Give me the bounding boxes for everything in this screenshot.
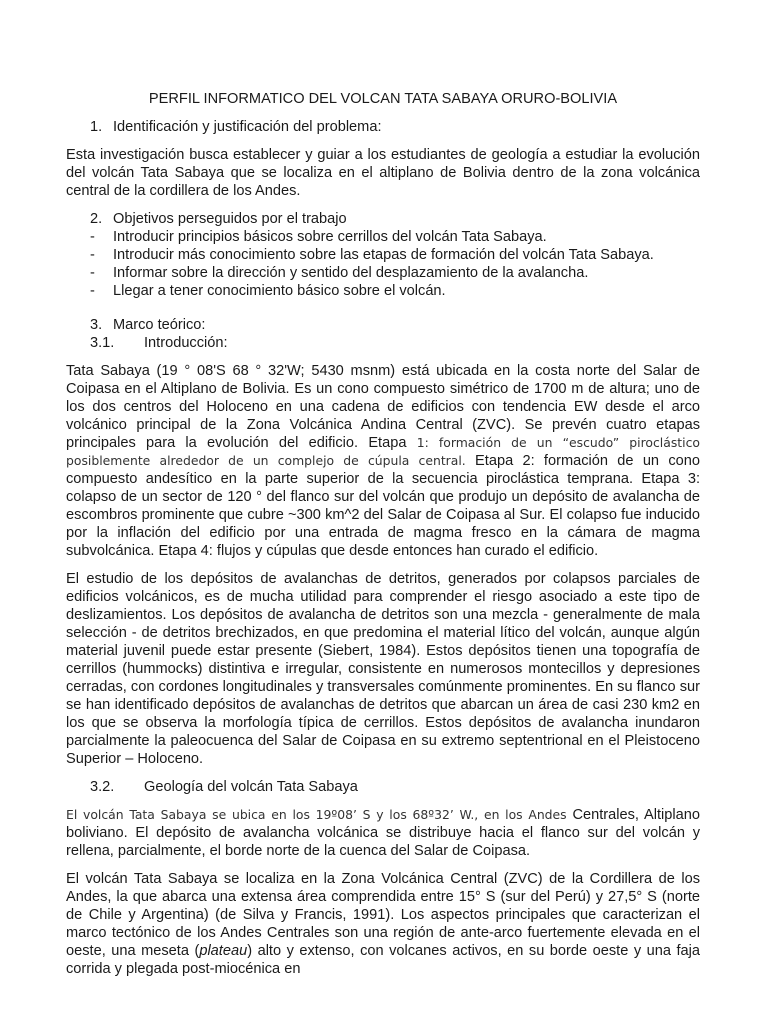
dash-marker: - [90,265,95,281]
subsection-title: Geología del volcán Tata Sabaya [144,779,358,795]
dash-marker: - [90,247,95,263]
list-item: - Informar sobre la dirección y sentido del desplazamiento de la avalancha. [66,264,700,282]
section-2-heading [66,210,700,228]
section-number: 3. [90,317,103,333]
subsection-3-1-heading [66,334,700,352]
list-item: - Llegar a tener conocimiento básico sobre el volcán. [66,282,700,300]
dash-marker: - [90,283,95,299]
geology-paragraph-2: El volcán Tata Sabaya se localiza en la Zona Volcánica Central (ZVC) de la Cordillera de los Andes, la que abarca una extensa área comprendida entre 15° S (sur del Perú) y 27,5° S (norte de Chile y Argentina) (de Silva y Francis, 1991). Los aspectos principales que caracterizan el marco tectónico de los Andes Centrales son una región de ante-arco fuertemente elevada en el oeste, una meseta (plateau) alto y extenso, con volcanes activos, en su borde oeste y una faja corrida y plegada post-miocénica en [66,871,700,977]
document-page [66,90,700,988]
section-title: Identificación y justificación del problema: [113,119,382,135]
section-title: Objetivos perseguidos por el trabajo [113,211,347,227]
section-1-paragraph: Esta investigación busca establecer y guiar a los estudiantes de geología a estudiar la evolución del volcán Tata Sabaya que se localiza en el altiplano de Bolivia dentro de la zona volcánica central de la cordillera de los Andes. [66,147,700,199]
list-item: - Introducir más conocimiento sobre las etapas de formación del volcán Tata Sabaya. [66,246,700,264]
subsection-number: 3.1. [90,335,115,351]
introduction-paragraph: Tata Sabaya (19 ° 08'S 68 ° 32'W; 5430 msnm) está ubicada en la costa norte del Salar de Coipasa en el Altiplano de Bolivia. Es un cono compuesto simétrico de 1700 m de altura; uno de los dos centros del Holoceno en una cadena de edificios con tendencia EW desde el arco volcánico principal de la Zona Volcánica Andina Central (ZVC). Se prevén cuatro etapas principales para la evolución del edificio. Etapa 1: formación de un “escudo” piroclástico posiblemente alrededor de un complejo de cúpula central. Etapa 2: formación de un cono compuesto andesítico en la parte superior de la secuencia piroclástica temprana. Etapa 3: colapso de un sector de 120 ° del flanco sur del volcán que produjo un depósito de avalancha de escombros prominente que cubre ~300 km^2 del Salar de Coipasa al Sur. El colapso fue inducido por la inflación del edificio por una entrada de magma fresco en la cámara de magma subvolcánica. Etapa 4: flujos y cúpulas que desde entonces han curado el edificio. [66,363,700,559]
subsection-title: Introducción: [144,335,228,351]
subsection-number: 3.2. [90,779,115,795]
section-1-heading [66,118,700,136]
section-3-heading [66,316,700,334]
section-number: 2. [90,211,103,227]
section-title: Marco teórico: [113,317,206,333]
list-item: - Introducir principios básicos sobre cerrillos del volcán Tata Sabaya. [66,228,700,246]
objectives-list [66,228,700,300]
subsection-3-2-heading [66,778,700,796]
avalanche-paragraph: El estudio de los depósitos de avalanchas de detritos, generados por colapsos parciales de edificios volcánicos, es de mucha utilidad para comprender el riesgo asociado a este tipo de deslizamientos. Los depósitos de avalancha de detritos son una mezcla - generalmente de mala selección - de detritos brechizados, en que predomina el material lítico del volcán, aunque algún material juvenil puede estar presente (Siebert, 1984). Estos depósitos tienen una topografía de cerrillos (hummocks) distintiva e irregular, consistente en numerosos montecillos y depresiones cerradas, con cordones longitudinales y transversales comúnmente prominentes. En su flanco sur se han identificado depósitos de avalanchas de detritos que abarcan un área de casi 230 km2 en los que se observa la morfología típica de cerrillos. Estos depósitos de avalancha inundaron parcialmente la paleocuenca del Salar de Coipasa en su extremo septentrional en el Pleistoceno Superior – Holoceno. [66,571,700,767]
dash-marker: - [90,229,95,245]
section-number: 1. [90,119,103,135]
document-title: PERFIL INFORMATICO DEL VOLCAN TATA SABAYA ORURO-BOLIVIA [148,91,618,107]
geology-paragraph: El volcán Tata Sabaya se ubica en los 19º08’ S y los 68º32’ W., en los Andes Centrales, Altiplano boliviano. El depósito de avalancha volcánica se distribuye hacia el flanco sur del volcán y rellena, parcialmente, el borde norte de la cuenca del Salar de Coipasa. [66,807,700,859]
